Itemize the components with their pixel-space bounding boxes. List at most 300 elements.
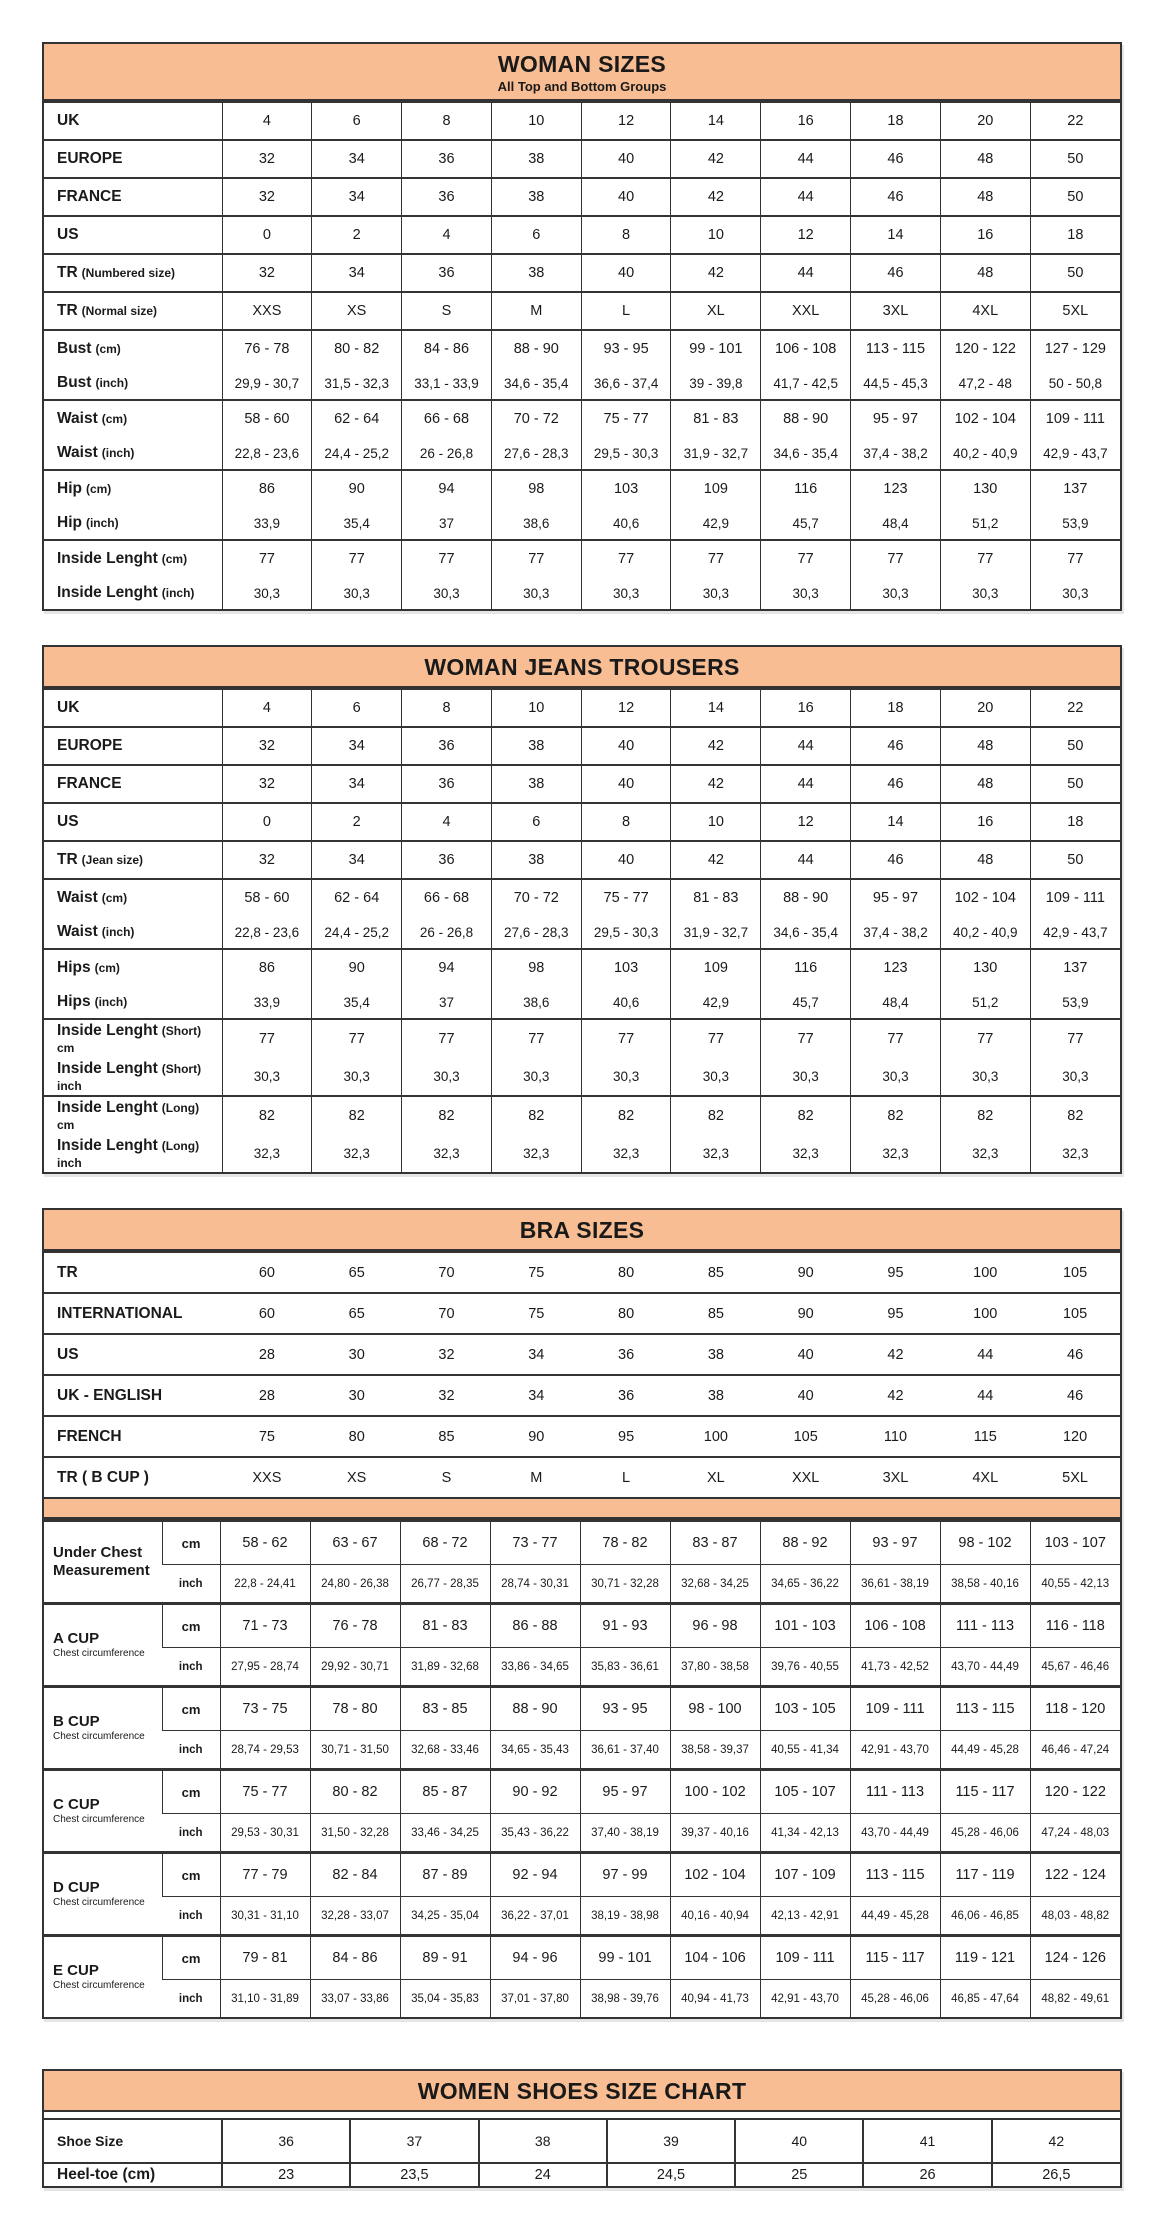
table-cell: 113 - 115 <box>851 330 941 367</box>
table-cell: 0 <box>222 216 312 254</box>
table-cell: 83 - 87 <box>670 1521 760 1565</box>
table-cell: 30,3 <box>491 577 581 609</box>
table-cell: 40,94 - 41,73 <box>670 1980 760 2018</box>
row-label-unit: (cm) <box>95 342 121 356</box>
table-cell: 107 - 109 <box>760 1853 850 1897</box>
table-cell: 102 - 104 <box>670 1853 760 1897</box>
row-label-unit: (inch) <box>85 516 119 530</box>
table-cell: 130 <box>940 470 1030 507</box>
table-cell: 77 <box>222 1019 312 1058</box>
table-cell: 16 <box>761 102 851 140</box>
table-cell: L <box>581 292 671 330</box>
table-cell: 12 <box>761 216 851 254</box>
table-cell: 29,5 - 30,3 <box>581 437 671 470</box>
row-label: Heel-toe (cm) <box>44 2163 222 2186</box>
table-cell: 81 - 83 <box>671 400 761 437</box>
table-cell: 6 <box>312 102 402 140</box>
unit-label-cm: cm <box>162 1521 220 1565</box>
table-cell: 10 <box>671 216 761 254</box>
table-row <box>44 916 1120 949</box>
table-cell: 82 <box>940 1096 1030 1135</box>
cup-label-main: D CUP <box>53 1878 100 1896</box>
table-cell: 82 <box>491 1096 581 1135</box>
table-cell: 75 <box>222 1416 312 1457</box>
table-cell: 89 - 91 <box>400 1936 490 1980</box>
row-label <box>44 727 222 765</box>
table-cell: 35,83 - 36,61 <box>580 1648 670 1687</box>
table-cell: 77 <box>581 1019 671 1058</box>
row-label <box>44 1058 222 1096</box>
table-cell: 53,9 <box>1030 507 1120 540</box>
table-cell: 73 - 77 <box>490 1521 580 1565</box>
row-label-unit: (Normal size) <box>81 304 158 318</box>
table-row <box>44 986 1120 1019</box>
table-cell: 53,9 <box>1030 986 1120 1019</box>
row-label-main: TR ( B CUP ) <box>57 1468 149 1486</box>
table-cell: 5XL <box>1030 1457 1120 1497</box>
table-cell: 23 <box>222 2163 350 2186</box>
table-cell: 10 <box>491 102 581 140</box>
table-cell: 62 - 64 <box>312 400 402 437</box>
row-label-main: Inside Lenght <box>57 1137 158 1154</box>
table-cell: 36 <box>402 140 492 178</box>
cup-label-sub: Chest circumference <box>53 1980 145 1992</box>
table-cell: 102 - 104 <box>940 400 1030 437</box>
table-cell: 32,68 - 33,46 <box>400 1731 490 1770</box>
table-cell: 40 <box>735 2119 863 2163</box>
table-cell: 32 <box>222 765 312 803</box>
table-row <box>44 1521 1120 1565</box>
row-label-unit: (cm) <box>94 961 120 975</box>
table-cell: 46 <box>851 140 941 178</box>
row-label-main: Bust <box>57 374 92 391</box>
table-cell: 44 <box>761 765 851 803</box>
table-row <box>44 1648 1120 1687</box>
table-cell: 44,49 - 45,28 <box>940 1731 1030 1770</box>
cup-label <box>44 1936 162 2018</box>
table-cell: 32,28 - 33,07 <box>310 1897 400 1936</box>
table-cell: 32,3 <box>671 1135 761 1172</box>
row-label <box>44 916 222 949</box>
table-cell: 4 <box>402 216 492 254</box>
table-cell: M <box>491 292 581 330</box>
table-cell: 30,71 - 32,28 <box>580 1565 670 1604</box>
row-label <box>44 507 222 540</box>
table-cell: 88 - 90 <box>761 879 851 916</box>
table-cell: 2 <box>312 216 402 254</box>
table-cell: 31,5 - 32,3 <box>312 367 402 400</box>
table-cell: 130 <box>940 949 1030 986</box>
table-cell: 24,80 - 26,38 <box>310 1565 400 1604</box>
table-cell: 41 <box>863 2119 991 2163</box>
table-cell: 85 <box>402 1416 492 1457</box>
row-label-unit: (Numbered size) <box>81 266 176 280</box>
row-label <box>44 470 222 507</box>
table-row <box>44 507 1120 540</box>
row-label-main: UK - ENGLISH <box>57 1386 163 1404</box>
table-cell: 18 <box>851 689 941 727</box>
table-cell: 95 - 97 <box>851 879 941 916</box>
table-cell: 37 <box>350 2119 478 2163</box>
table-cell: 70 - 72 <box>491 879 581 916</box>
table-cell: 37,01 - 37,80 <box>490 1980 580 2018</box>
table-cell: 76 - 78 <box>310 1604 400 1648</box>
table-cell: 30,31 - 31,10 <box>220 1897 310 1936</box>
table-cell: 35,4 <box>312 507 402 540</box>
table-cell: 77 <box>671 540 761 577</box>
table-cell: 75 <box>491 1252 581 1293</box>
woman-sizes-grid <box>44 101 1120 609</box>
unit-label-cm: cm <box>162 1687 220 1731</box>
table-row <box>44 1687 1120 1731</box>
table-cell: 48 <box>940 140 1030 178</box>
table-cell: 40 <box>761 1334 851 1375</box>
table-cell: 42 <box>671 841 761 879</box>
row-label-main: EUROPE <box>57 737 123 754</box>
table-cell: 46 <box>1030 1334 1120 1375</box>
row-label <box>44 577 222 609</box>
table-cell: 26 - 26,8 <box>402 437 492 470</box>
table-cell: 122 - 124 <box>1030 1853 1120 1897</box>
table-cell: 58 - 62 <box>220 1521 310 1565</box>
row-label <box>44 803 222 841</box>
table-cell: 3XL <box>851 292 941 330</box>
table-cell: 12 <box>581 102 671 140</box>
row-label <box>44 540 222 577</box>
table-cell: 45,67 - 46,46 <box>1030 1648 1120 1687</box>
table-cell: 38,58 - 39,37 <box>670 1731 760 1770</box>
table-cell: 39 - 39,8 <box>671 367 761 400</box>
table-cell: 32,3 <box>581 1135 671 1172</box>
table-cell: 86 <box>222 470 312 507</box>
table-cell: 30,3 <box>940 577 1030 609</box>
table-row <box>44 1770 1120 1814</box>
table-cell: 42 <box>851 1334 941 1375</box>
table-cell: 29,92 - 30,71 <box>310 1648 400 1687</box>
table-cell: 94 <box>402 470 492 507</box>
table-cell: 48,82 - 49,61 <box>1030 1980 1120 2018</box>
table-cell: 37,4 - 38,2 <box>851 916 941 949</box>
table-cell: 124 - 126 <box>1030 1936 1120 1980</box>
table-cell: 40,6 <box>581 986 671 1019</box>
table-cell: 82 <box>222 1096 312 1135</box>
row-label <box>44 330 222 367</box>
table-cell: 31,9 - 32,7 <box>671 437 761 470</box>
table-cell: 91 - 93 <box>580 1604 670 1648</box>
table-cell: 77 <box>851 1019 941 1058</box>
cup-label-main: C CUP <box>53 1795 100 1813</box>
table-cell: 30,3 <box>312 1058 402 1096</box>
table-cell: XXS <box>222 1457 312 1497</box>
table-cell: 50 <box>1030 765 1120 803</box>
table-cell: 8 <box>402 102 492 140</box>
orange-divider <box>44 1497 1120 1519</box>
row-label <box>44 1096 222 1135</box>
table-cell: 42 <box>671 727 761 765</box>
table-cell: 10 <box>671 803 761 841</box>
table-cell: 28,74 - 30,31 <box>490 1565 580 1604</box>
row-label <box>44 1252 222 1293</box>
table-cell: 14 <box>671 102 761 140</box>
table-cell: 46 <box>851 254 941 292</box>
table-cell: 30,3 <box>1030 1058 1120 1096</box>
table-cell: 22,8 - 24,41 <box>220 1565 310 1604</box>
unit-label-inch: inch <box>162 1565 220 1604</box>
table-cell: 50 - 50,8 <box>1030 367 1120 400</box>
row-label <box>44 292 222 330</box>
table-cell: 94 <box>402 949 492 986</box>
table-cell: 88 - 90 <box>491 330 581 367</box>
table-cell: 37 <box>402 507 492 540</box>
table-cell: 123 <box>851 949 941 986</box>
row-label-main: FRANCE <box>57 775 122 792</box>
table-row <box>44 1604 1120 1648</box>
row-label-main: US <box>57 1345 79 1363</box>
table-cell: 45,28 - 46,06 <box>850 1980 940 2018</box>
table-cell: 77 <box>761 540 851 577</box>
bra-band-grid <box>44 1251 1120 1497</box>
table-cell: 37,4 - 38,2 <box>851 437 941 470</box>
table-cell: 120 <box>1030 1416 1120 1457</box>
table-cell: 96 - 98 <box>670 1604 760 1648</box>
table-cell: 111 - 113 <box>940 1604 1030 1648</box>
table-row <box>44 689 1120 727</box>
table-cell: 8 <box>402 689 492 727</box>
row-label-main: Inside Lenght <box>57 1099 158 1116</box>
row-label-unit: (inch) <box>101 446 135 460</box>
unit-label-cm: cm <box>162 1853 220 1897</box>
table-cell: 77 <box>1030 540 1120 577</box>
table-cell: 38 <box>491 178 581 216</box>
table-cell: 100 - 102 <box>670 1770 760 1814</box>
table-cell: 90 - 92 <box>490 1770 580 1814</box>
table-cell: 90 <box>491 1416 581 1457</box>
table-cell: 36,22 - 37,01 <box>490 1897 580 1936</box>
cup-label-sub: Chest circumference <box>53 1731 145 1743</box>
table-cell: 79 - 81 <box>220 1936 310 1980</box>
table-cell: XXL <box>761 1457 851 1497</box>
table-cell: 123 <box>851 470 941 507</box>
row-label-main: Waist <box>57 889 98 906</box>
table-cell: 50 <box>1030 178 1120 216</box>
table-cell: 60 <box>222 1252 312 1293</box>
row-label-unit: (cm) <box>161 552 188 566</box>
table-row <box>44 727 1120 765</box>
table-cell: 4 <box>222 102 312 140</box>
table-cell: 36 <box>581 1334 671 1375</box>
table-cell: 34,6 - 35,4 <box>761 437 851 470</box>
table-cell: 34 <box>312 765 402 803</box>
table-cell: 62 - 64 <box>312 879 402 916</box>
table-cell: S <box>402 1457 492 1497</box>
table-cell: 68 - 72 <box>400 1521 490 1565</box>
unit-label-inch: inch <box>162 1897 220 1936</box>
table-cell: 26 - 26,8 <box>402 916 492 949</box>
table-cell: 32,3 <box>491 1135 581 1172</box>
table-cell: 35,4 <box>312 986 402 1019</box>
table-cell: 4XL <box>940 1457 1030 1497</box>
table-cell: 39 <box>607 2119 735 2163</box>
table-cell: 22,8 - 23,6 <box>222 437 312 470</box>
table-cell: 51,2 <box>940 507 1030 540</box>
table-cell: 38 <box>491 727 581 765</box>
table-cell: 30,3 <box>581 577 671 609</box>
table-cell: 95 - 97 <box>580 1770 670 1814</box>
cup-label-main: E CUP <box>53 1961 99 1979</box>
table-cell: 30,3 <box>940 1058 1030 1096</box>
row-label-unit: (cm) <box>101 891 128 905</box>
row-label <box>44 140 222 178</box>
row-label-main: Waist <box>57 410 98 427</box>
woman-jeans-header <box>44 647 1120 688</box>
table-cell: 28,74 - 29,53 <box>220 1731 310 1770</box>
table-cell: 46,46 - 47,24 <box>1030 1731 1120 1770</box>
table-row <box>44 1416 1120 1457</box>
table-cell: 70 - 72 <box>491 400 581 437</box>
table-cell: 80 <box>581 1293 671 1334</box>
table-cell: 82 <box>761 1096 851 1135</box>
table-row <box>44 1096 1120 1135</box>
row-label-main: Bust <box>57 340 92 357</box>
table-cell: 32 <box>222 178 312 216</box>
table-cell: 82 <box>402 1096 492 1135</box>
row-label-main: Hips <box>57 993 91 1010</box>
table-cell: 85 - 87 <box>400 1770 490 1814</box>
table-cell: 10 <box>491 689 581 727</box>
unit-label-cm: cm <box>162 1936 220 1980</box>
table-cell: 40,55 - 41,34 <box>760 1731 850 1770</box>
table-cell: 30,3 <box>761 1058 851 1096</box>
table-cell: XS <box>312 292 402 330</box>
table-row <box>44 540 1120 577</box>
table-cell: 38 <box>479 2119 607 2163</box>
table-cell: 41,34 - 42,13 <box>760 1814 850 1853</box>
table-row <box>44 367 1120 400</box>
cup-label-main: A CUP <box>53 1629 100 1647</box>
table-cell: 42,91 - 43,70 <box>760 1980 850 2018</box>
table-cell: 44 <box>940 1375 1030 1416</box>
table-row <box>44 949 1120 986</box>
table-cell: 119 - 121 <box>940 1936 1030 1980</box>
table-cell: 82 <box>1030 1096 1120 1135</box>
table-cell: 24 <box>479 2163 607 2186</box>
table-cell: 30,3 <box>671 577 761 609</box>
unit-label-inch: inch <box>162 1814 220 1853</box>
row-label <box>44 1375 222 1416</box>
table-cell: 29,5 - 30,3 <box>581 916 671 949</box>
table-cell: 95 - 97 <box>851 400 941 437</box>
woman-sizes-title: WOMAN SIZES <box>497 51 667 77</box>
table-cell: 85 <box>671 1293 761 1334</box>
table-cell: 36 <box>222 2119 350 2163</box>
row-label-main: TR <box>57 851 78 868</box>
table-row <box>44 400 1120 437</box>
table-cell: 31,89 - 32,68 <box>400 1648 490 1687</box>
table-row <box>44 1980 1120 2018</box>
table-cell: 46 <box>851 765 941 803</box>
table-row <box>44 330 1120 367</box>
row-label <box>44 1457 222 1497</box>
bra-sizes-header <box>44 1210 1120 1251</box>
table-cell: 30,3 <box>671 1058 761 1096</box>
table-cell: XXS <box>222 292 312 330</box>
table-cell: 42 <box>671 254 761 292</box>
table-cell: 51,2 <box>940 986 1030 1019</box>
table-cell: 115 <box>940 1416 1030 1457</box>
women-shoes-table <box>42 2069 1122 2188</box>
woman-sizes-subtitle: All Top and Bottom Groups <box>497 79 667 94</box>
table-cell: 103 - 105 <box>760 1687 850 1731</box>
table-cell: 77 <box>491 540 581 577</box>
table-cell: 38 <box>491 254 581 292</box>
table-cell: 88 - 92 <box>760 1521 850 1565</box>
row-label <box>44 254 222 292</box>
cup-label <box>44 1770 162 1853</box>
table-cell: 109 <box>671 949 761 986</box>
table-cell: 30,3 <box>1030 577 1120 609</box>
table-cell: 99 - 101 <box>580 1936 670 1980</box>
row-label-main: US <box>57 813 79 830</box>
table-cell: 60 <box>222 1293 312 1334</box>
table-cell: 50 <box>1030 254 1120 292</box>
row-label-unit: (Short) cm <box>57 1024 202 1055</box>
table-cell: 38 <box>671 1375 761 1416</box>
table-cell: 24,5 <box>607 2163 735 2186</box>
table-row <box>44 1334 1120 1375</box>
table-row <box>44 1936 1120 1980</box>
row-label <box>44 986 222 1019</box>
table-cell: 36 <box>402 254 492 292</box>
table-cell: 42 <box>671 178 761 216</box>
women-shoes-title: WOMEN SHOES SIZE CHART <box>417 2078 747 2104</box>
table-cell: S <box>402 292 492 330</box>
row-label-unit: (Long) cm <box>57 1101 200 1132</box>
table-cell: 31,9 - 32,7 <box>671 916 761 949</box>
table-cell: 34 <box>312 254 402 292</box>
table-cell: 77 - 79 <box>220 1853 310 1897</box>
table-cell: 24,4 - 25,2 <box>312 916 402 949</box>
table-cell: 37,80 - 38,58 <box>670 1648 760 1687</box>
table-cell: 71 - 73 <box>220 1604 310 1648</box>
table-cell: 34,6 - 35,4 <box>761 916 851 949</box>
table-cell: 4 <box>402 803 492 841</box>
table-cell: 20 <box>940 102 1030 140</box>
table-cell: 35,43 - 36,22 <box>490 1814 580 1853</box>
table-cell: 41,73 - 42,52 <box>850 1648 940 1687</box>
table-cell: 97 - 99 <box>580 1853 670 1897</box>
table-cell: 82 <box>581 1096 671 1135</box>
bra-sizes-title: BRA SIZES <box>519 1217 645 1243</box>
table-cell: 83 - 85 <box>400 1687 490 1731</box>
table-cell: 32,3 <box>312 1135 402 1172</box>
table-cell: 45,7 <box>761 986 851 1019</box>
table-cell: 73 - 75 <box>220 1687 310 1731</box>
row-label <box>44 102 222 140</box>
row-label <box>44 949 222 986</box>
table-cell: 12 <box>761 803 851 841</box>
row-label-main: Inside Lenght <box>57 1060 158 1077</box>
row-label <box>44 216 222 254</box>
cup-label <box>44 1853 162 1936</box>
table-cell: 48 <box>940 727 1030 765</box>
table-cell: 29,9 - 30,7 <box>222 367 312 400</box>
row-label-unit: (cm) <box>101 412 128 426</box>
table-cell: 40,2 - 40,9 <box>940 437 1030 470</box>
table-cell: 109 - 111 <box>1030 879 1120 916</box>
table-cell: 33,1 - 33,9 <box>402 367 492 400</box>
table-cell: 80 <box>312 1416 402 1457</box>
table-row <box>44 140 1120 178</box>
